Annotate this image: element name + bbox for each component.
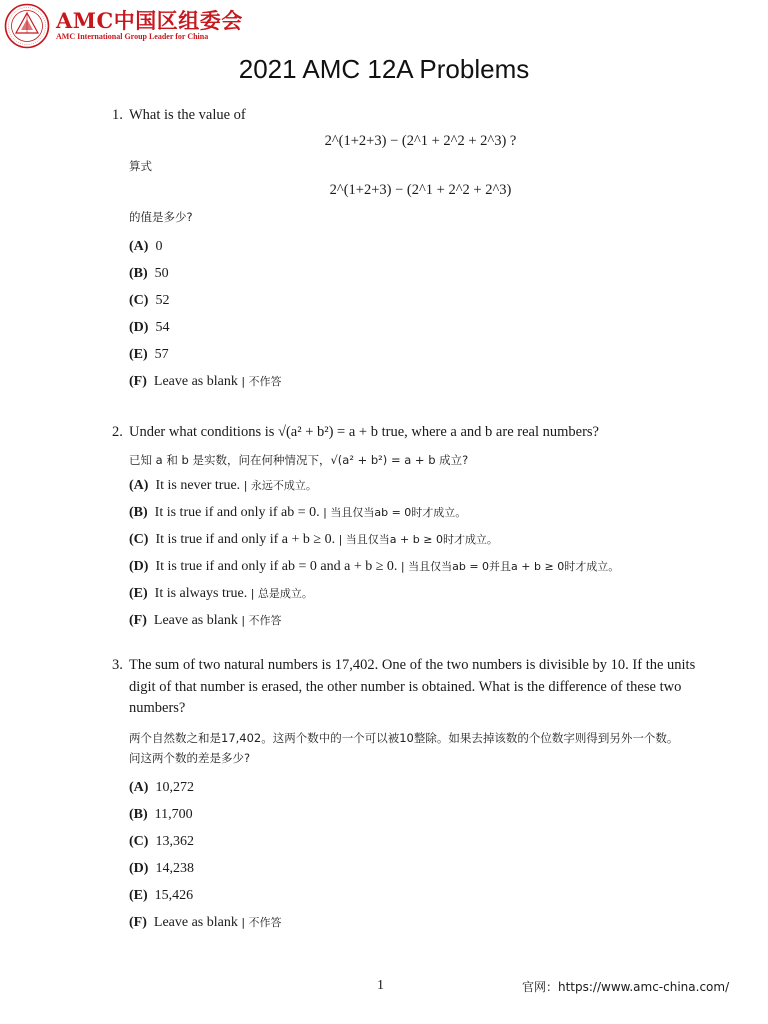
- choice-d[interactable]: (D) It is true if and only if ab = 0 and a + b ≥ 0. | 当且仅当ab = 0并且a + b ≥ 0时才成立。: [129, 558, 620, 574]
- brand-subtitle: AMC International Group Leader for China: [56, 32, 209, 41]
- choice-c[interactable]: (C) 52: [129, 292, 170, 308]
- problem-number: 3.: [112, 657, 123, 673]
- problem-3-question: [112, 655, 712, 720]
- brand-name: AMC中国区组委会: [56, 8, 243, 33]
- math-formula: 2^(1+2+3) − (2^1 + 2^2 + 2^3) ?: [324, 132, 517, 149]
- problem-1-formula-zh: [129, 182, 712, 199]
- choice-e[interactable]: (E) 15,426: [129, 887, 194, 903]
- choice-a[interactable]: (A) 10,272: [129, 779, 194, 795]
- problem-2-zh-question: 已知 a 和 b 是实数，问在何种情况下，√(a² + b²) = a + b 成立?: [129, 452, 469, 467]
- problem-1: [112, 105, 712, 395]
- problem-1-question: [112, 105, 712, 127]
- document-title: 2021 AMC 12A Problems: [238, 54, 530, 84]
- choice-f[interactable]: (F) Leave as blank | 不作答: [129, 373, 282, 389]
- choice-b[interactable]: (B) 50: [129, 265, 169, 281]
- choice-a[interactable]: (A) It is never true. | 永远不成立。: [129, 477, 317, 493]
- choice-a[interactable]: (A) 0: [129, 238, 163, 254]
- problem-1-zh-question: 的值是多少?: [129, 209, 193, 224]
- choice-f[interactable]: (F) Leave as blank | 不作答: [129, 914, 282, 930]
- choice-c[interactable]: (C) 13,362: [129, 833, 194, 849]
- choice-b[interactable]: (B) 11,700: [129, 806, 193, 822]
- choice-b[interactable]: (B) It is true if and only if ab = 0. | 当且仅当ab = 0时才成立。: [129, 504, 467, 520]
- problem-1-formula: [129, 133, 712, 150]
- choice-e[interactable]: (E) It is always true. | 总是成立。: [129, 585, 313, 601]
- choice-e[interactable]: (E) 57: [129, 346, 169, 362]
- math-formula: 2^(1+2+3) − (2^1 + 2^2 + 2^3): [329, 181, 512, 198]
- problem-3-zh-question: 两个自然数之和是17,402。这两个数中的一个可以被10整除。如果去掉该数的个位数字则得到另外一个数。问这两个数的差是多少?: [129, 730, 679, 765]
- question-text: Under what conditions is √(a² + b²) = a + b true, where a and b are real numbers?: [129, 424, 599, 440]
- choice-d[interactable]: (D) 14,238: [129, 860, 194, 876]
- question-text: The sum of two natural numbers is 17,402. One of the two numbers is divisible by 10. If the units digit of that number is erased, the other number is obtained. What is the difference of these two numbers?: [129, 657, 696, 716]
- question-text: What is the value of: [129, 107, 246, 123]
- problem-3: [112, 655, 712, 936]
- problem-2-choices: [129, 472, 712, 634]
- problem-number: 2.: [112, 424, 123, 440]
- brand: [56, 10, 243, 42]
- choice-c[interactable]: (C) It is true if and only if a + b ≥ 0. | 当且仅当a + b ≥ 0时才成立。: [129, 531, 498, 547]
- page-number: 1: [377, 978, 384, 993]
- choice-d[interactable]: (D) 54: [129, 319, 170, 335]
- problem-2-question: [112, 422, 712, 444]
- amc-seal-logo: [4, 3, 50, 49]
- problem-1-choices: [129, 233, 712, 395]
- website-link[interactable]: 官网：https://www.amc-china.com/: [522, 980, 730, 994]
- problem-1-zh-intro: 算式: [129, 158, 152, 173]
- problem-3-choices: [129, 774, 712, 936]
- choice-f[interactable]: (F) Leave as blank | 不作答: [129, 612, 282, 628]
- header: [4, 4, 243, 48]
- problem-number: 1.: [112, 107, 123, 123]
- problem-2: [112, 422, 712, 634]
